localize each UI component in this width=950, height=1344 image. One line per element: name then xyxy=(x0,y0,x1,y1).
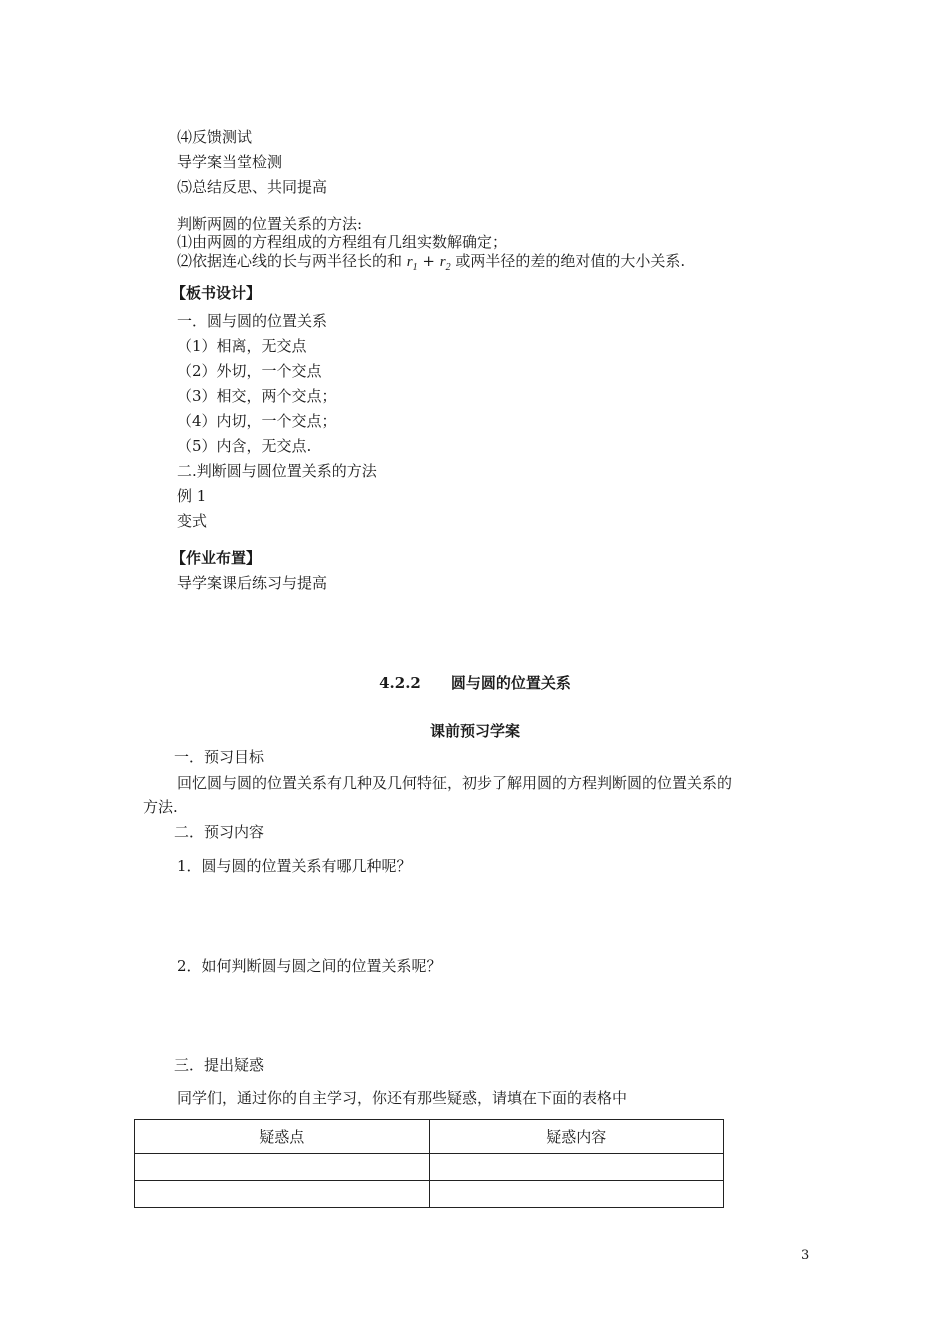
table-cell xyxy=(135,1154,430,1181)
summary-heading: ⑸总结反思、共同提高 xyxy=(177,178,328,196)
table-cell xyxy=(135,1181,430,1208)
r1-symbol: $r_1$ xyxy=(406,254,418,273)
feedback-heading: ⑷反馈测试 xyxy=(177,128,253,146)
board-item: （1）相离，无交点 xyxy=(177,337,307,355)
doubt-intro: 同学们，通过你的自主学习，你还有那些疑惑，请填在下面的表格中 xyxy=(177,1089,628,1107)
goal-text-line-1: 回忆圆与圆的位置关系有几种及几何特征，初步了解用圆的方程判断圆的位置关系的 xyxy=(177,774,733,792)
table-cell xyxy=(429,1181,724,1208)
table-header-cell: 疑惑点 xyxy=(135,1120,430,1154)
page-number: 3 xyxy=(801,1248,810,1263)
r2-symbol: $r_2$ xyxy=(439,254,451,273)
plus-sign: + xyxy=(422,252,435,270)
table-header-cell: 疑惑内容 xyxy=(429,1120,724,1154)
table-header-row xyxy=(135,1120,724,1154)
homework-item: 导学案课后练习与提高 xyxy=(177,574,328,592)
method-title: 判断两圆的位置关系的方法: xyxy=(177,215,363,233)
table-cell xyxy=(429,1154,724,1181)
method-point-1: ⑴由两圆的方程组成的方程组有几组实数解确定； xyxy=(177,233,508,251)
doubt-heading: 三．提出疑惑 xyxy=(174,1056,265,1074)
board-example: 例 1 xyxy=(177,487,207,505)
board-item: （5）内含，无交点. xyxy=(177,437,312,455)
board-variant: 变式 xyxy=(177,512,208,530)
board-item: （4）内切，一个交点； xyxy=(177,412,337,430)
feedback-item: 导学案当堂检测 xyxy=(177,153,283,171)
method-point-2-prefix: ⑵依据连心线的长与两半径长的和 xyxy=(177,252,403,270)
table-row xyxy=(135,1154,724,1181)
question-1: 1．圆与圆的位置关系有哪几种呢？ xyxy=(177,857,412,875)
board-section-2: 二.判断圆与圆位置关系的方法 xyxy=(177,462,377,480)
goal-text-line-2: 方法. xyxy=(143,798,178,816)
homework-heading: 【作业布置】 xyxy=(171,549,262,567)
preview-subtitle: 课前预习学案 xyxy=(429,722,520,740)
board-section-1: 一．圆与圆的位置关系 xyxy=(177,312,328,330)
goal-heading: 一．预习目标 xyxy=(174,748,265,766)
question-2: 2．如何判断圆与圆之间的位置关系呢？ xyxy=(177,957,442,975)
board-item: （2）外切，一个交点 xyxy=(177,362,322,380)
doubt-table xyxy=(134,1119,724,1208)
method-point-2-suffix: 或两半径的差的绝对值的大小关系. xyxy=(455,252,686,270)
board-heading: 【板书设计】 xyxy=(171,284,262,302)
preview-title: 4.2.2 圆与圆的位置关系 xyxy=(379,674,571,692)
method-point-2 xyxy=(177,251,685,278)
board-item: （3）相交，两个交点； xyxy=(177,387,337,405)
content-heading: 二．预习内容 xyxy=(174,823,265,841)
table-row xyxy=(135,1181,724,1208)
